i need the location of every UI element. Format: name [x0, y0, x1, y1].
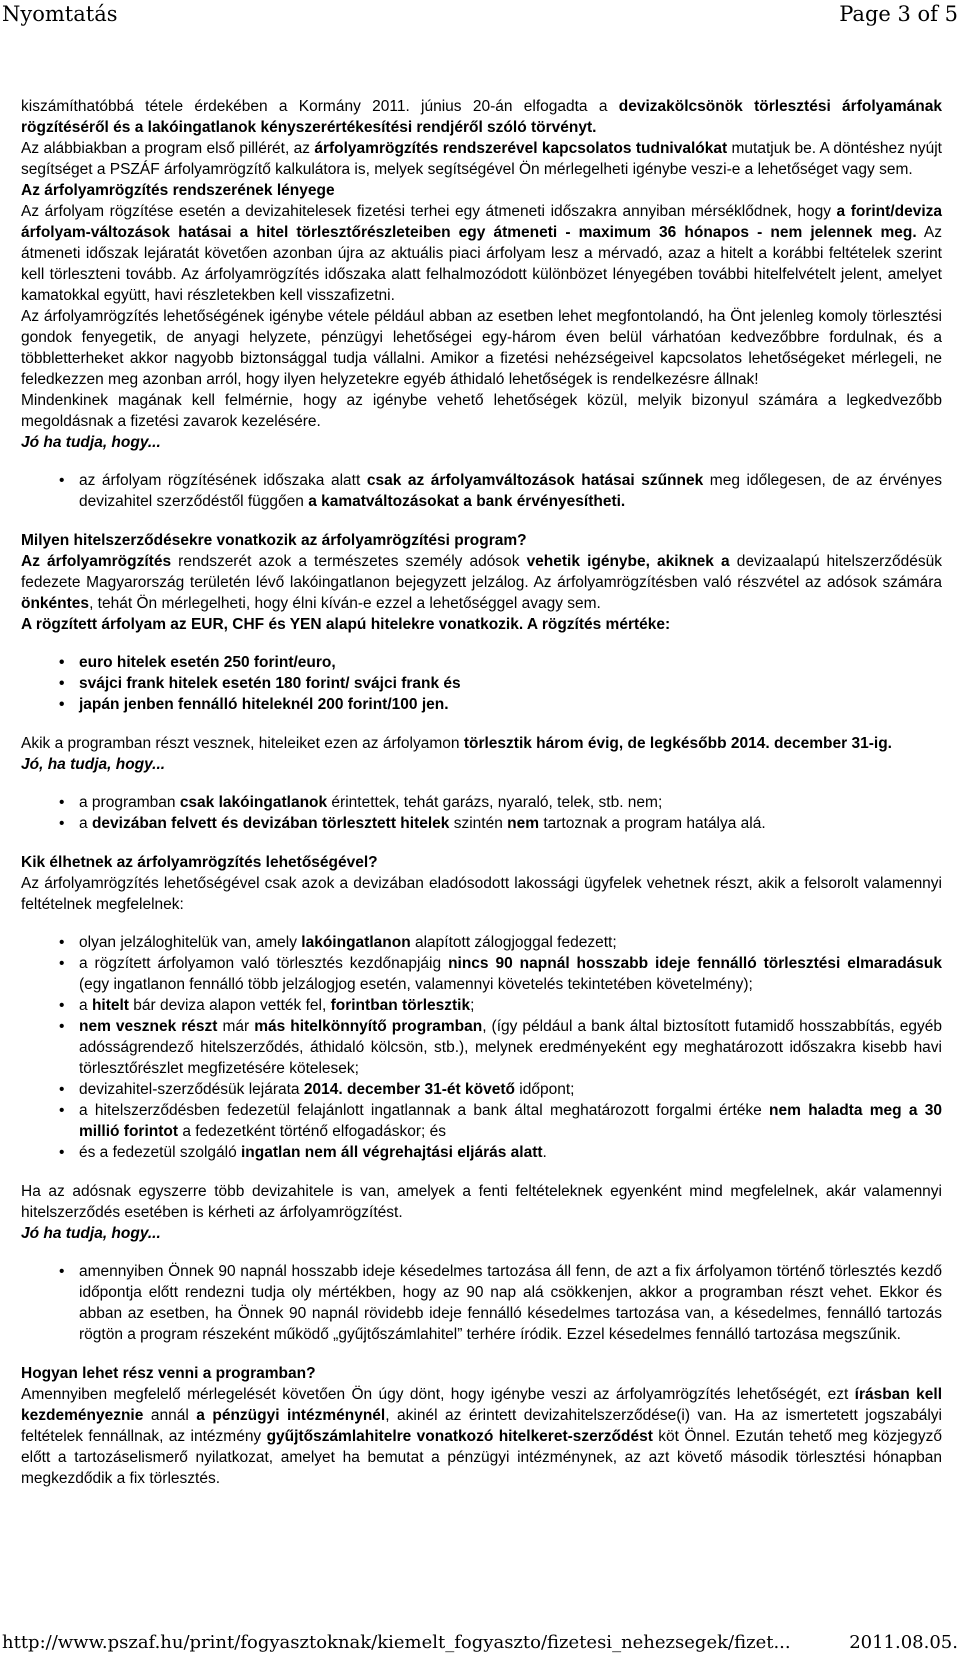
text-run: , akinél az érintett devizahitelszerződése(i) van. Ha az ismertetett jogszabályi feltételek fennállnak, az intézmény: [21, 1407, 942, 1445]
paragraph: [21, 551, 942, 614]
text-run-bold: vehetik igénybe, akiknek a: [526, 553, 730, 570]
print-footer: [0, 1628, 960, 1658]
section-heading: Hogyan lehet rész venni a programban?: [21, 1365, 316, 1382]
text-run-bold: csak lakóingatlanok: [179, 794, 328, 811]
bullet-list: [21, 792, 942, 834]
paragraph: [21, 733, 942, 754]
text-run: a hitelszerződésben fedezetül felajánlott ingatlannak a bank által meghatározott forgalmi értéke: [79, 1102, 770, 1119]
text-run-bold: más hitelkönnyítő programban: [254, 1018, 483, 1035]
text-run: bár deviza alapon vették fel,: [128, 997, 331, 1014]
text-run: rendszerét azok a természetes személy adósok: [171, 553, 527, 570]
list-item: [21, 1142, 942, 1163]
text-run-bold: törlesztik három évig, de legkésőbb 2014. december 31-ig.: [463, 735, 892, 752]
print-title: Nyomtatás: [2, 2, 118, 26]
text-run: a programban: [79, 794, 180, 811]
text-run: már: [217, 1018, 255, 1035]
text-run: az árfolyam rögzítésének időszaka alatt: [79, 472, 367, 489]
paragraph: [21, 138, 942, 180]
text-run: Az árfolyam rögzítése esetén a devizahitelesek fizetési terhei egy átmeneti időszakra annyiban mérséklődnek, hogy: [21, 203, 837, 220]
text-run: a: [79, 815, 92, 832]
bullet-list: [21, 470, 942, 512]
text-run-bold: Az árfolyamrögzítés: [21, 553, 172, 570]
paragraph: [21, 1384, 942, 1489]
bullet-list: [21, 652, 942, 715]
list-item: [21, 1016, 942, 1079]
intro-paragraph: [21, 96, 942, 138]
text-run-bold: devizában felvett és devizában törlesztett hitelek: [91, 815, 450, 832]
text-run: annál: [143, 1407, 197, 1424]
list-item: [21, 953, 942, 995]
section-heading: Az árfolyamrögzítés rendszerének lényege: [21, 182, 335, 199]
text-run: szintén: [449, 815, 508, 832]
list-item: [21, 813, 942, 834]
list-item: [21, 995, 942, 1016]
print-date: 2011.08.05.: [849, 1632, 958, 1653]
text-run-bold: nem: [507, 815, 540, 832]
tip-heading: Jó ha tudja, hogy...: [21, 1225, 161, 1242]
section-heading: Kik élhetnek az árfolyamrögzítés lehetőségével?: [21, 854, 378, 871]
text-run: , (így például a bank által biztosított futamidő hosszabbítás, egyéb adósságrendező hitelszerződés, áthidaló kölcsön, stb.), melynek eredményeként egy meghatározott időszakra kisebb havi törlesztőrészlet megfizetésére kötelesek;: [79, 1018, 942, 1077]
text-run: Amennyiben megfelelő mérlegelését követően Ön úgy dönt, hogy igénybe veszi az árfolyamrögzítés lehetőségét, ezt: [21, 1386, 855, 1403]
section-heading: Milyen hitelszerződésekre vonatkozik az árfolyamrögzítési program?: [21, 532, 527, 549]
text-run-bold: devizakölcsönök törlesztési árfolyamának rögzítéséről és a lakóingatlanok kényszerértékesítési rendjéről szóló törvényt.: [21, 98, 942, 136]
text-run-bold: gyűjtőszámlahitelre vonatkozó hitelkeret-szerződést: [266, 1428, 653, 1445]
text-run: devizahitel-szerződésük lejárata: [79, 1081, 304, 1098]
text-run-bold: 2014. december 31-ét követő: [303, 1081, 515, 1098]
paragraph: Az árfolyamrögzítés lehetőségével csak azok a devizában eladósodott lakossági ügyfelek vehetnek részt, akik a felsorolt valamennyi feltételnek megfelelnek:: [21, 875, 942, 913]
list-item: • euro hitelek esetén 250 forint/euro,: [21, 652, 942, 673]
text-run-bold: lakóingatlanon: [301, 934, 411, 951]
text-run: a fedezetként történő elfogadáskor; és: [178, 1123, 446, 1140]
text-run: a: [79, 997, 92, 1014]
paragraph: Az árfolyamrögzítés lehetőségének igénybe vétele például abban az esetben lehet megfontolandó, ha Önt jelenleg komoly törlesztési gondok fenyegetik, de anyagi helyzete, pénzügyi lehetőségei egy-három éven belül várhatóan kedvezőbbre fordulnak, és a többletterheket akkor nagyobb biztonsággal tudja vállalni. Amikor a fizetési nehézségeivel kapcsolatos lehetőségeket mérlegeli, ne feledkezzen meg azonban arról, hogy ilyen helyzetekre egyéb áthidaló lehetőségek is rendelkezésre állnak!: [21, 308, 942, 388]
list-item: [21, 470, 942, 512]
list-item: [21, 932, 942, 953]
text-run: (egy ingatlanon fennálló több jelzálogjog esetén, valamennyi követelés tekintetében követelmény);: [79, 976, 753, 993]
text-run: ;: [470, 997, 475, 1014]
print-header: [0, 0, 960, 36]
text-run-bold: a pénzügyi intézménynél: [196, 1407, 386, 1424]
list-item: [21, 1079, 942, 1100]
text-run-bold: csak az árfolyamváltozások hatásai szűnnek: [366, 472, 704, 489]
text-run: mutatjuk be. A döntéshez nyújt segítséget a PSZÁF árfolyamrögzítő kalkulátora is, melyek segítségével Ön mérlegelheti igénybe veszi-e a lehetőséget vagy sem.: [21, 140, 942, 178]
text-run-bold: forintban törlesztik: [330, 997, 471, 1014]
text-run-bold: ingatlan nem áll végrehajtási eljárás alatt: [241, 1144, 543, 1161]
text-run-bold: árfolyamrögzítés rendszerével kapcsolatos tudnivalókat: [314, 140, 728, 157]
text-run: , tehát Ön mérlegelheti, hogy élni kíván-e ezzel a lehetőséggel avagy sem.: [89, 595, 601, 612]
text-run: kiszámíthatóbbá tétele érdekében a Kormány 2011. június 20-án elfogadta a: [21, 98, 619, 115]
paragraph: Mindenkinek magának kell felmérnie, hogy az igénybe vehető lehetőségek közül, melyik bizonyul számára a legkedvezőbb megoldásnak a fizetési zavarok kezelésére.: [21, 392, 942, 430]
text-run-bold: a forint/deviza árfolyam-változások hatásai a hitel törlesztőrészleteiben egy átmeneti - maximum 36 hónapos - nem jelennek meg.: [21, 203, 942, 241]
text-run-bold: nincs 90 napnál hosszabb ideje fennálló törlesztési elmaradásuk: [448, 955, 942, 972]
text-run: és a fedezetül szolgáló: [79, 1144, 241, 1161]
text-run: .: [542, 1144, 547, 1161]
text-run: időpont;: [514, 1081, 575, 1098]
tip-heading: Jó ha tudja, hogy...: [21, 434, 161, 451]
list-item: • svájci frank hitelek esetén 180 forint/ svájci frank és: [21, 673, 942, 694]
text-run: érintettek, tehát garázs, nyaraló, telek, stb. nem;: [327, 794, 663, 811]
paragraph-bold: A rögzített árfolyam az EUR, CHF és YEN alapú hitelekre vonatkozik. A rögzítés mértéke:: [21, 616, 671, 633]
text-run: Az alábbiakban a program első pillérét, az: [21, 140, 315, 157]
text-run-bold: önkéntes: [21, 595, 90, 612]
text-run: köt Önnel. Ezután tehető meg közjegyző előtt a tartozáselismerő nyilatkozat, amelyet ha bemutat a pénzügyi intézménynek, az azt követő második törlesztési hónapban megkezdődik a fix törlesztés.: [21, 1428, 943, 1487]
paragraph: Ha az adósnak egyszerre több devizahitele is van, amelyek a fenti feltételeknek egyenként mind megfelelnek, akár valamennyi hitelszerződés esetében is kérheti az árfolyamrögzítést.: [21, 1183, 942, 1221]
text-run: alapított zálogjoggal fedezett;: [410, 934, 617, 951]
paragraph: [21, 201, 942, 306]
text-run-bold: nem vesznek részt: [79, 1018, 218, 1035]
text-run: devizaalapú hitelszerződésük fedezete Magyarország területén lévő lakóingatlanon bejegyzett jelzálog. Az árfolyamrögzítésben való részvétel az adósok számára: [21, 553, 943, 591]
list-item: • amennyiben Önnek 90 napnál hosszabb ideje késedelmes tartozása áll fenn, de azt a fix árfolyamon történő törlesztés kezdő időpontja előtt rendezni tudja oly mértékben, hogy az 90 nap alá csökkenjen, akkor a programban részt vehet. Ekkor és abban az esetben, ha Önnek 90 napnál rövidebb ideje fennálló késedelmes tartozása van, a késedelmes, fennálló tartozás rögtön a program részeként működő „gyűjtőszámlahitel” terhére íródik. Ezzel késedelmes fennálló tartozása megszűnik.: [21, 1261, 942, 1345]
text-run-bold: a kamatváltozásokat a bank érvényesítheti.: [308, 493, 626, 510]
text-run: a rögzített árfolyamon való törlesztés kezdőnapjáig: [79, 955, 449, 972]
text-run-bold: hitelt: [91, 997, 129, 1014]
page-indicator: Page 3 of 5: [839, 2, 958, 26]
text-run-bold: nem haladta meg a 30 millió forintot: [79, 1102, 942, 1140]
bullet-list: [21, 1261, 942, 1345]
text-run-bold: írásban kell kezdeményeznie: [21, 1386, 942, 1424]
list-item: [21, 1100, 942, 1142]
text-run: Akik a programban részt vesznek, hiteleiket ezen az árfolyamon: [21, 735, 464, 752]
list-item: • japán jenben fennálló hiteleknél 200 forint/100 jen.: [21, 694, 942, 715]
text-run: tartoznak a program hatálya alá.: [539, 815, 766, 832]
text-run: meg időlegesen, de az érvényes devizahitel szerződéstől függően: [79, 472, 942, 510]
bullet-list: [21, 932, 942, 1163]
list-item: [21, 792, 942, 813]
text-run: olyan jelzáloghitelük van, amely: [79, 934, 302, 951]
tip-heading: Jó, ha tudja, hogy...: [21, 756, 166, 773]
source-url: http://www.pszaf.hu/print/fogyasztoknak/kiemelt_fogyaszto/fizetesi_nehezsegek/fizet...: [2, 1632, 791, 1653]
text-run: Az átmeneti időszak lejáratát követően azonban újra az aktuális piaci árfolyam lesz a mérvadó, azaz a hitelt a korábbi feltételek szerint kell törleszteni tovább. Az árfolyamrögzítés időszaka alatt felhalmozódott különbözet lényegében további hitelfelvételt jelent, amelyet kamatokkal együtt, havi részletekben kell visszafizetni.: [21, 224, 942, 304]
document-body: [21, 96, 942, 1489]
